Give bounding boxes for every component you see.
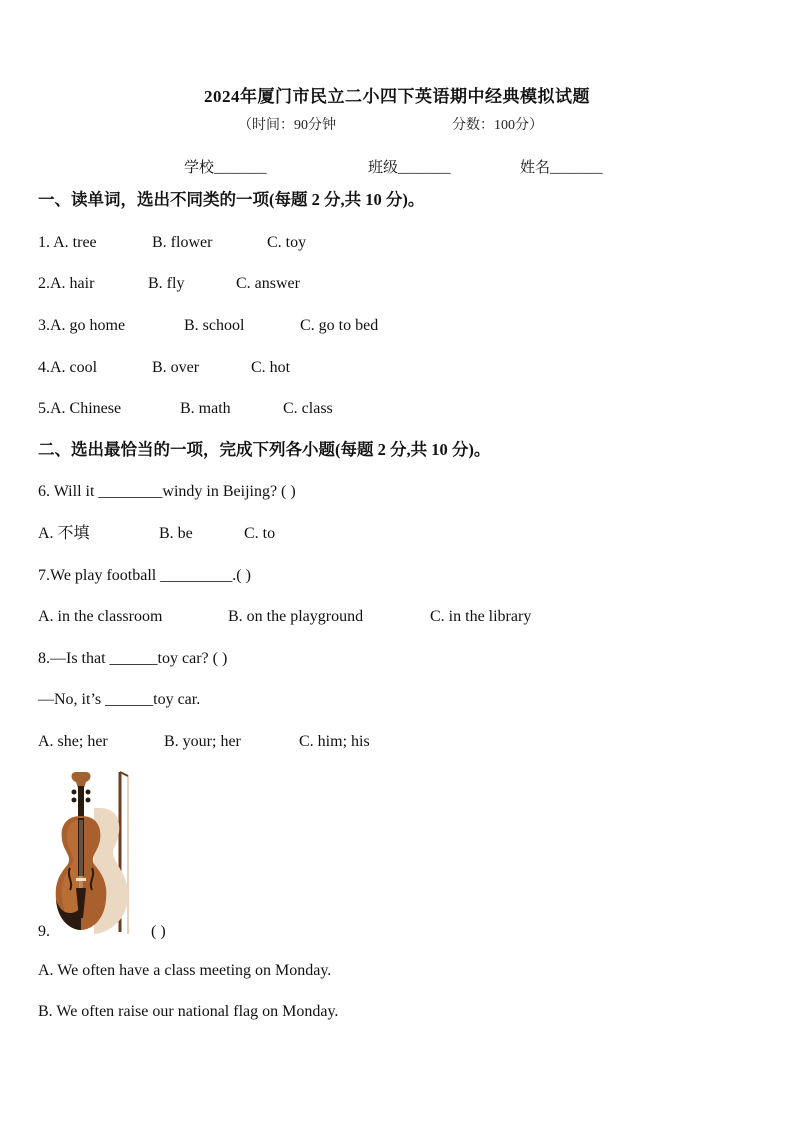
section1-heading: 一、读单词，选出不同类的一项(每题 2 分,共 10 分)。 <box>38 190 425 209</box>
q5-option-b: B. math <box>180 400 231 417</box>
q4-option-a: 4.A. cool <box>38 359 98 376</box>
name-field: 姓名_______ <box>520 160 603 176</box>
q3-option-a: 3.A. go home <box>38 317 126 334</box>
q9-option-b: B. We often raise our national flag on Monday. <box>38 1003 339 1020</box>
question-6-options <box>38 526 275 542</box>
q4-option-b: B. over <box>152 359 200 376</box>
class-field: 班级_______ <box>368 160 451 176</box>
q2-option-c: C. answer <box>236 275 300 292</box>
q4-option-c: C. hot <box>251 359 291 376</box>
q1-option-c: C. toy <box>267 234 307 251</box>
question-9-number: 9. <box>38 923 50 940</box>
q8-option-b: B. your; her <box>164 733 241 750</box>
q6-option-b: B. be <box>159 525 193 542</box>
q7-option-b: B. on the playground <box>228 608 364 625</box>
question-7-stem: 7.We play football _________.( ) <box>38 567 251 584</box>
q7-option-a: A. in the classroom <box>38 608 163 625</box>
q2-option-b: B. fly <box>148 275 185 292</box>
q1-option-b: B. flower <box>152 234 213 251</box>
school-field: 学校_______ <box>184 160 267 176</box>
q3-option-c: C. go to bed <box>300 317 379 334</box>
exam-score: 分数：100分） <box>452 118 543 133</box>
q5-option-c: C. class <box>283 400 333 417</box>
q3-option-b: B. school <box>184 317 245 334</box>
exam-time: （时间：90分钟 <box>238 118 336 133</box>
q6-option-c: C. to <box>244 525 276 542</box>
question-6-stem: 6. Will it ________windy in Beijing? ( ) <box>38 483 296 500</box>
q8-option-a: A. she; her <box>38 733 108 750</box>
question-2 <box>38 276 300 292</box>
exam-title: 2024年厦门市民立二小四下英语期中经典模拟试题 <box>204 87 590 106</box>
q9-option-a: A. We often have a class meeting on Monday. <box>38 962 332 979</box>
q7-option-c: C. in the library <box>430 608 532 625</box>
question-4 <box>38 360 290 376</box>
section2-heading: 二、选出最恰当的一项，完成下列各小题(每题 2 分,共 10 分)。 <box>38 440 491 459</box>
question-9-bracket: ( ) <box>151 923 166 940</box>
q2-option-a: 2.A. hair <box>38 275 95 292</box>
question-3 <box>38 318 378 334</box>
q6-option-a: A. 不填 <box>38 525 90 542</box>
question-8-stem: 8.—Is that ______toy car? ( ) <box>38 650 228 667</box>
q1-option-a: 1. A. tree <box>38 234 97 251</box>
question-7-options <box>38 609 531 625</box>
q8-option-c: C. him; his <box>299 733 370 750</box>
question-8-options <box>38 734 370 750</box>
violin-image <box>50 768 146 938</box>
question-1 <box>38 235 306 251</box>
question-5 <box>38 401 333 417</box>
question-8-response: —No, it’s ______toy car. <box>38 691 201 708</box>
q5-option-a: 5.A. Chinese <box>38 400 122 417</box>
